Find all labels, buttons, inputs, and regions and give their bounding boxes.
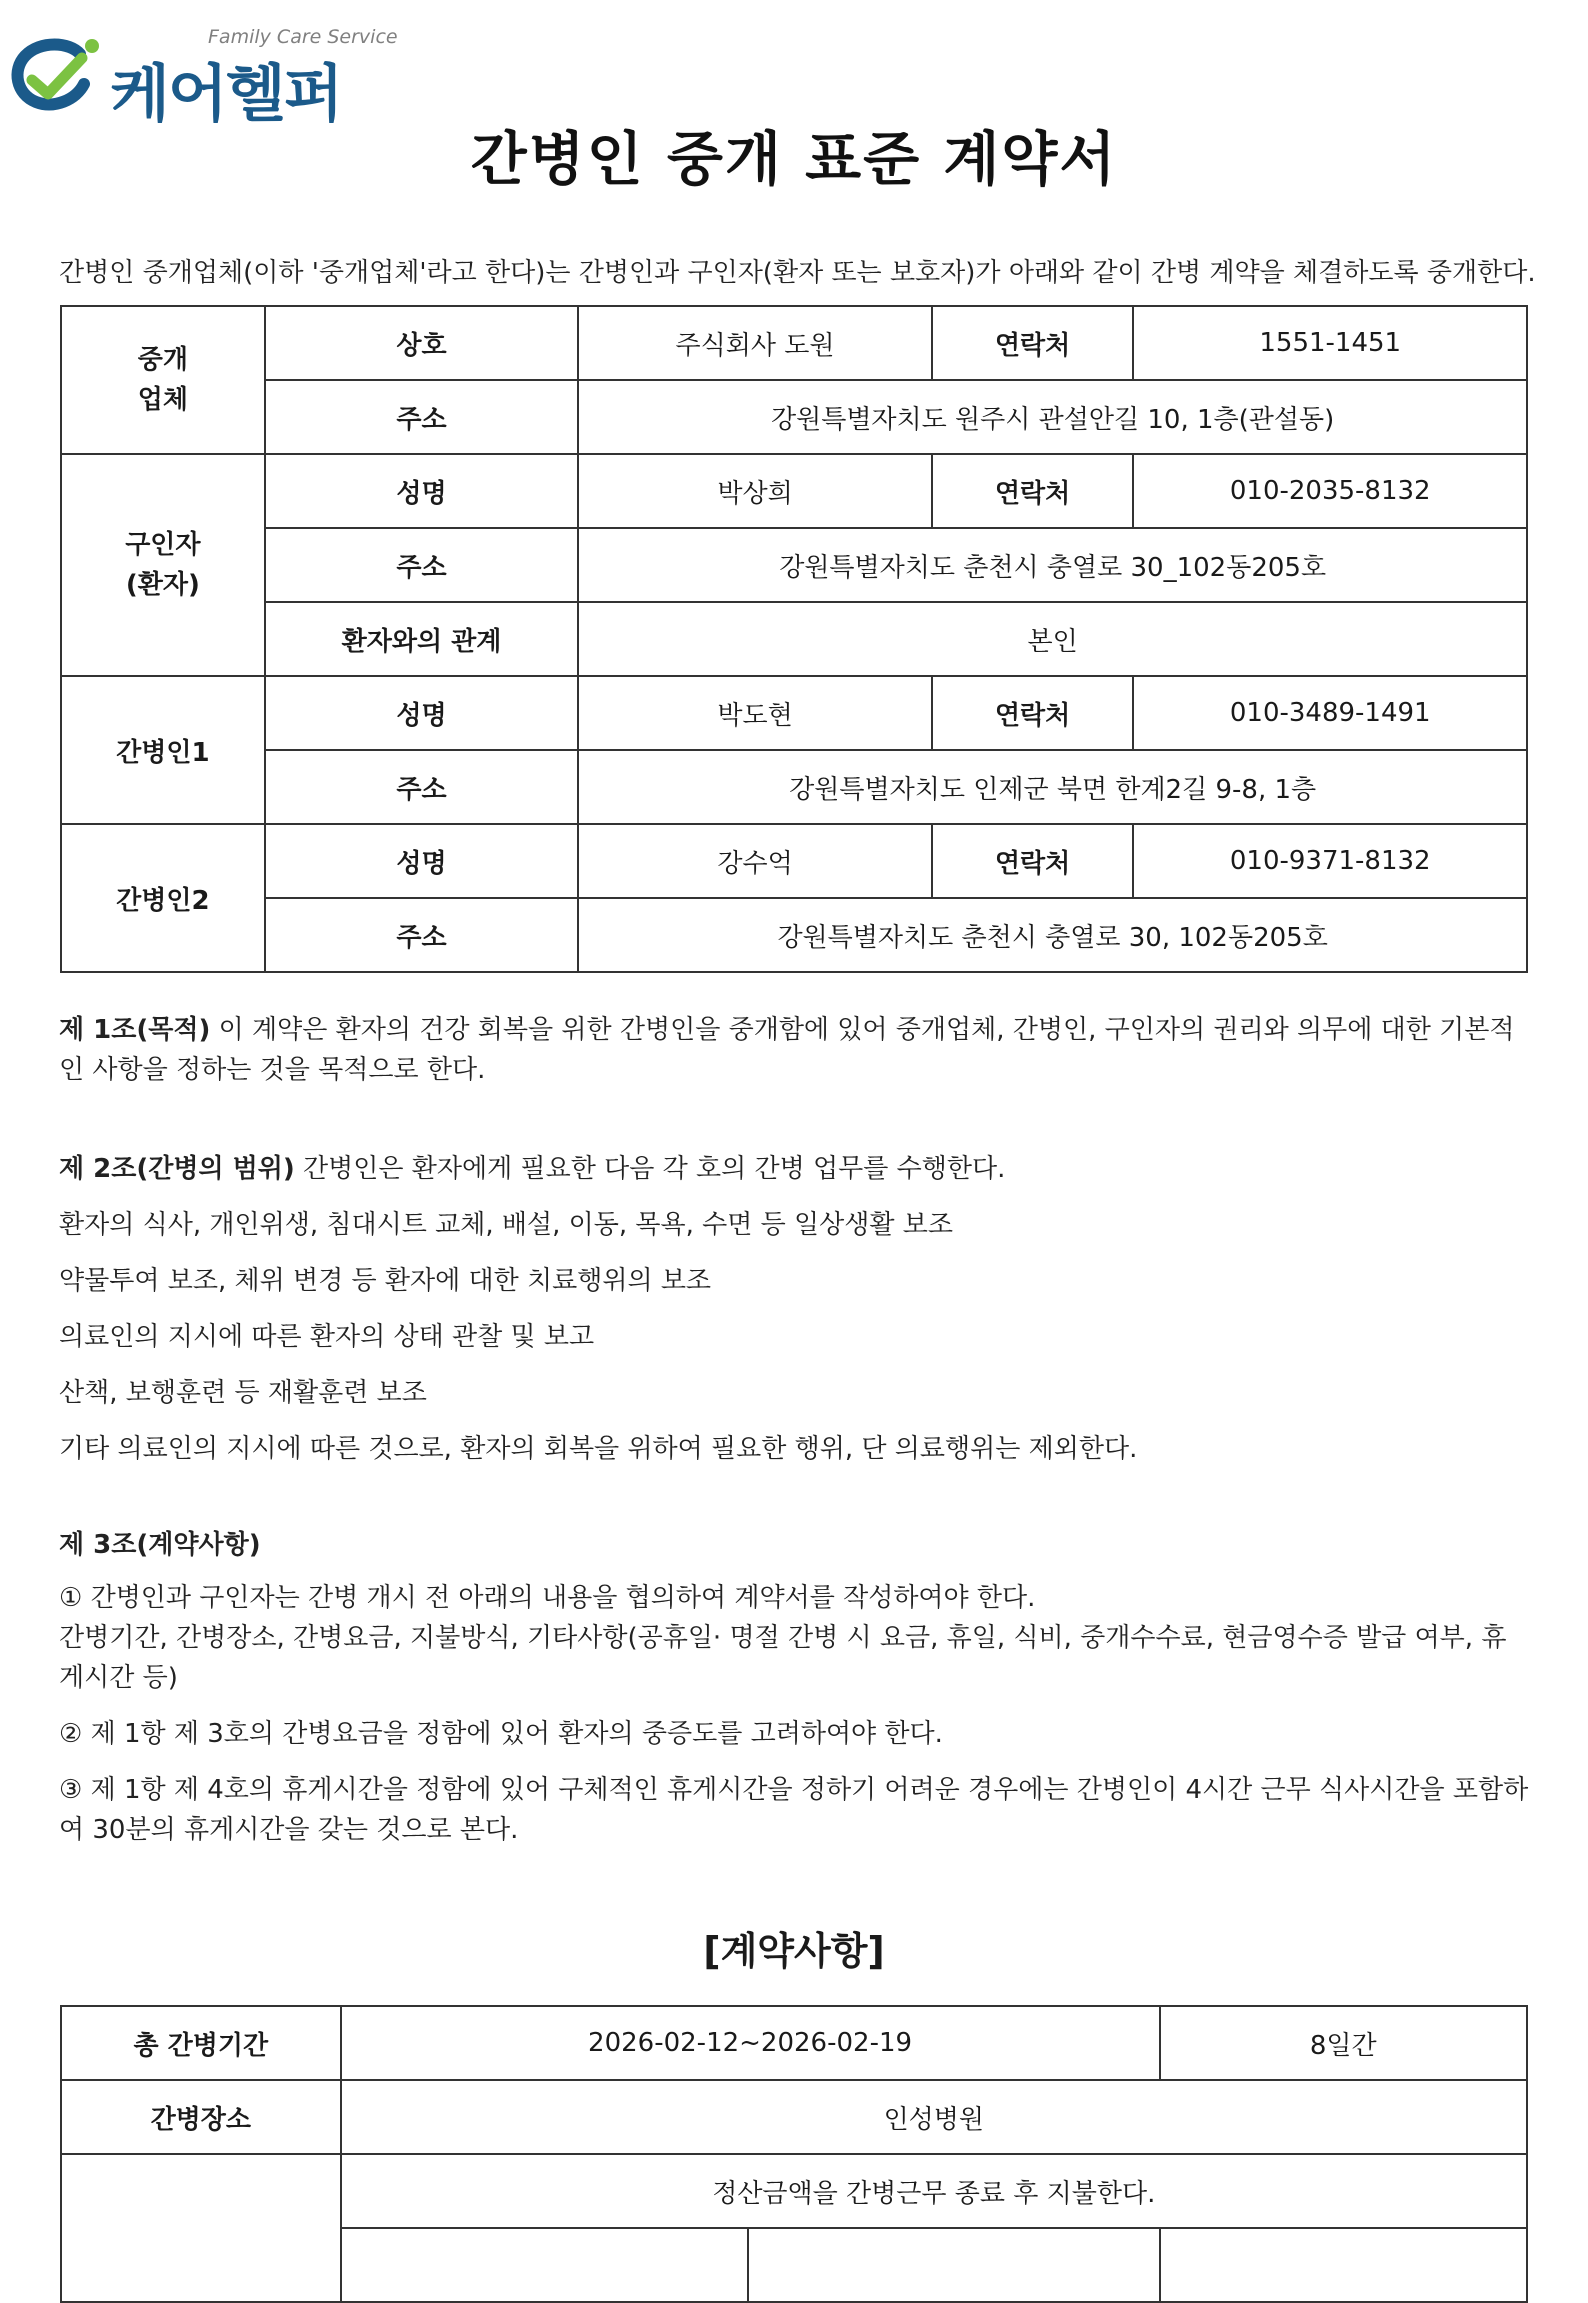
table-row (61, 454, 1527, 528)
table-row (61, 2006, 1527, 2080)
article2-heading: 제 2조(간병의 범위) (59, 1154, 295, 1184)
table-row (61, 306, 1527, 380)
caregiver1-label: 간병인1 (61, 676, 265, 824)
logo-brand-text: 케어헬퍼 (110, 57, 342, 130)
table-row (61, 750, 1527, 824)
parties-table (60, 305, 1528, 973)
payment-label-cell (61, 2154, 341, 2302)
table-row (61, 898, 1527, 972)
article3-clause3: ③ 제 1항 제 4호의 휴게시간을 정함에 있어 구체적인 휴게시간을 정하기 어려운 경우에는 간병인이 4시간 근무 식사시간을 포함하여 30분의 휴게시간을 갖는 것으로 본다. (59, 1775, 1529, 1845)
article3-clause1-detail: 간병기간, 간병장소, 간병요금, 지불방식, 기타사항(공휴일· 명절 간병 시 요금, 휴일, 식비, 중개수수료, 현금영수증 발급 여부, 휴게시간 등) (59, 1623, 1507, 1693)
address-label: 주소 (265, 750, 579, 824)
contact-label: 연락처 (932, 306, 1134, 380)
article2 (59, 1148, 1005, 1185)
address-label: 주소 (265, 528, 579, 602)
name-label: 성명 (265, 454, 579, 528)
caregiver2-phone-value: 010-9371-8132 (1133, 824, 1527, 898)
list-item: 환자의 식사, 개인위생, 침대시트 교체, 배설, 이동, 목욕, 수면 등 일상생활 보조 (59, 1210, 953, 1240)
article3-heading: 제 3조(계약사항) (59, 1530, 261, 1560)
place-value: 인성병원 (341, 2080, 1527, 2154)
article1 (59, 1010, 1529, 1090)
caregiver1-name-value: 박도현 (578, 676, 931, 750)
caregiver1-address-value: 강원특별자치도 인제군 북면 한계2길 9-8, 1층 (578, 750, 1527, 824)
article2-text: 간병인은 환자에게 필요한 다음 각 호의 간병 업무를 수행한다. (294, 1154, 1006, 1184)
period-label: 총 간병기간 (61, 2006, 341, 2080)
caregiver1-phone-value: 010-3489-1491 (1133, 676, 1527, 750)
table-row (61, 2154, 1527, 2228)
table-row (61, 380, 1527, 454)
article1-text: 이 계약은 환자의 건강 회복을 위한 간병인을 중개함에 있어 중개업체, 간병인, 구인자의 권리와 의무에 대한 기본적인 사항을 정하는 것을 목적으로 한다. (59, 1015, 1515, 1085)
document-title: 간병인 중개 표준 계약서 (470, 125, 1118, 193)
client-address-value: 강원특별자치도 춘천시 충열로 30_102동205호 (578, 528, 1527, 602)
contact-label: 연락처 (932, 824, 1134, 898)
article3-clause1 (59, 1578, 1529, 1698)
contract-section-title: [계약사항] (703, 1929, 885, 1973)
article3-clause2: ② 제 1항 제 3호의 간병요금을 정함에 있어 환자의 중증도를 고려하여야 한다. (59, 1719, 943, 1749)
period-value: 2026-02-12~2026-02-19 (341, 2006, 1160, 2080)
payment-note-value: 정산금액을 간병근무 종료 후 지불한다. (341, 2154, 1527, 2228)
name-label: 성명 (265, 676, 579, 750)
caregiver2-label: 간병인2 (61, 824, 265, 972)
table-row (61, 602, 1527, 676)
client-name-value: 박상희 (578, 454, 931, 528)
logo-tagline: Family Care Service (208, 26, 398, 48)
caregiver2-name-value: 강수억 (578, 824, 931, 898)
address-label: 주소 (265, 380, 579, 454)
table-row (61, 824, 1527, 898)
table-row (61, 676, 1527, 750)
table-cell (341, 2228, 748, 2302)
list-item: 산책, 보행훈련 등 재활훈련 보조 (59, 1378, 427, 1408)
caregiver2-address-value: 강원특별자치도 춘천시 충열로 30, 102동205호 (578, 898, 1527, 972)
address-label: 주소 (265, 898, 579, 972)
logo-mark-icon (10, 36, 105, 116)
article3-clause1-text: ① 간병인과 구인자는 간병 개시 전 아래의 내용을 협의하여 계약서를 작성하여야 한다. (59, 1583, 1036, 1613)
table-cell (748, 2228, 1159, 2302)
client-relation-value: 본인 (578, 602, 1527, 676)
list-item: 약물투여 보조, 체위 변경 등 환자에 대한 치료행위의 보조 (59, 1266, 712, 1296)
broker-phone-value: 1551-1451 (1133, 306, 1527, 380)
contact-label: 연락처 (932, 676, 1134, 750)
contact-label: 연락처 (932, 454, 1134, 528)
list-item: 의료인의 지시에 따른 환자의 상태 관찰 및 보고 (59, 1322, 595, 1352)
broker-label: 중개 업체 (61, 306, 265, 454)
table-row (61, 2080, 1527, 2154)
contract-table (60, 2005, 1528, 2303)
client-phone-value: 010-2035-8132 (1133, 454, 1527, 528)
article1-heading: 제 1조(목적) (59, 1015, 211, 1045)
company-name-label: 상호 (265, 306, 579, 380)
table-row (61, 528, 1527, 602)
list-item: 기타 의료인의 지시에 따른 것으로, 환자의 회복을 위하여 필요한 행위, 단 의료행위는 제외한다. (59, 1434, 1138, 1464)
intro-text: 간병인 중개업체(이하 '중개업체'라고 한다)는 간병인과 구인자(환자 또는 보호자)가 아래와 같이 간병 계약을 체결하도록 중개한다. (59, 258, 1536, 288)
broker-company-value: 주식회사 도원 (578, 306, 931, 380)
days-value: 8일간 (1160, 2006, 1528, 2080)
client-label: 구인자 (환자) (61, 454, 265, 676)
company-logo (10, 22, 410, 130)
table-cell (1160, 2228, 1528, 2302)
place-label: 간병장소 (61, 2080, 341, 2154)
name-label: 성명 (265, 824, 579, 898)
broker-address-value: 강원특별자치도 원주시 관설안길 10, 1층(관설동) (578, 380, 1527, 454)
relation-label: 환자와의 관계 (265, 602, 579, 676)
